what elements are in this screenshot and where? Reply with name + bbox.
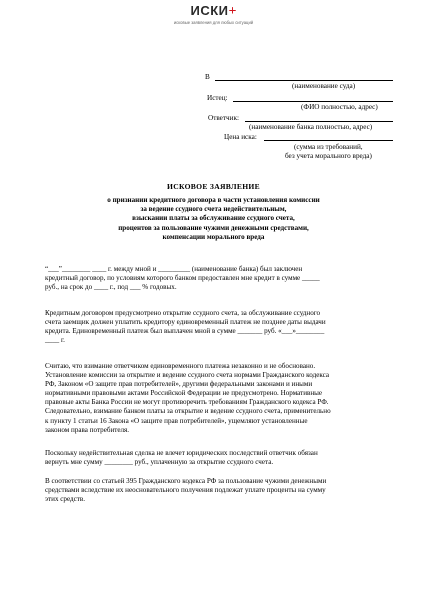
logo bbox=[0, 2, 427, 25]
paragraph-line: РФ, Законом «О защите прав потребителей», другими федеральными законами и иными bbox=[45, 380, 313, 389]
price-hint-2: без учета морального вреда) bbox=[285, 152, 372, 160]
paragraph-line: правовые акты Банка России не могут противоречить требованиям Гражданского кодекса РФ. bbox=[45, 398, 329, 407]
paragraph-line: вернуть мне сумму ________ руб., уплаченную за открытие ссудного счета. bbox=[45, 458, 274, 467]
paragraph-line: ____ г. bbox=[45, 336, 65, 345]
court-label: В bbox=[205, 73, 210, 81]
price-label: Цена иска: bbox=[224, 133, 257, 141]
defendant-hint: (наименование банка полностью, адрес) bbox=[249, 123, 373, 131]
plaintiff-hint: (ФИО полностью, адрес) bbox=[301, 103, 378, 111]
price-hint-1: (сумма из требований, bbox=[294, 143, 363, 151]
logo-word: ИСКИ bbox=[190, 3, 229, 18]
paragraph-line: “___”________ ____ г. между мной и _________ (наименование банка) был заключен bbox=[45, 265, 303, 273]
paragraph-line: к пункту 1 статьи 16 Закона «О защите прав потребителей», ущемляют установленные bbox=[45, 416, 308, 425]
paragraph-line: средствами вследствие их неосновательного получения подлежат уплате проценты на сумму bbox=[45, 486, 326, 495]
court-hint: (наименование суда) bbox=[292, 82, 356, 90]
paragraph-line: Следовательно, взимание банком платы за открытие и ведение ссудного счета, применительно bbox=[45, 407, 331, 416]
subtitle-line: о признании кредитного договора в части установления комиссии bbox=[107, 196, 320, 204]
defendant-label: Ответчик: bbox=[208, 114, 239, 122]
logo-plus-icon: + bbox=[228, 4, 237, 19]
paragraph-line: этих средств. bbox=[45, 495, 85, 504]
paragraph-line: законом права потребителя. bbox=[45, 425, 130, 434]
document-subtitle bbox=[0, 196, 427, 242]
subtitle-line: взыскании платы за обслуживание ссудного счета, bbox=[132, 214, 295, 223]
plaintiff-line bbox=[233, 101, 393, 102]
paragraph-interest bbox=[45, 477, 383, 504]
paragraph-refund bbox=[45, 449, 383, 467]
paragraph-line: нормативными правовыми актами Российской Федерации не предусмотрено. Нормативные bbox=[45, 389, 323, 398]
document-title: ИСКОВОЕ ЗАЯВЛЕНИЕ bbox=[166, 182, 260, 191]
subtitle-line: процентов за пользование чужими денежными средствами, bbox=[118, 223, 309, 232]
defendant-line bbox=[245, 121, 393, 122]
paragraph-line: кредита. Единовременный платеж был выплачен мной в сумме _______ руб. «___»________ bbox=[45, 327, 325, 336]
subtitle-line: компенсации морального вреда bbox=[162, 232, 265, 241]
paragraph-contract bbox=[45, 265, 383, 292]
paragraph-payment bbox=[45, 309, 383, 345]
logo-tagline: исковые заявления для любых ситуаций bbox=[173, 20, 254, 25]
plaintiff-label: Истец: bbox=[207, 94, 228, 102]
paragraph-line: руб., на срок до ____ г., под ___ % годовых. bbox=[45, 283, 177, 292]
price-line bbox=[264, 140, 393, 141]
paragraph-line: Установление комиссии за открытие и ведение ссудного счета нормами Гражданского кодекса bbox=[45, 371, 330, 380]
paragraph-line: счета заемщик должен уплатить кредитору единовременный платеж не позднее даты выдачи bbox=[45, 318, 326, 327]
paragraph-line: Кредитным договором предусмотрено открытие ссудного счета, за обслуживание ссудного bbox=[45, 309, 321, 317]
paragraph-line: кредитный договор, по условиям которого банком предоставлен мне кредит в сумме _____ bbox=[45, 274, 320, 283]
paragraph-illegality bbox=[45, 362, 383, 435]
subtitle-line: за ведение ссудного счета недействительным, bbox=[140, 205, 287, 214]
paragraph-line: Поскольку недействительная сделка не влечет юридических последствий ответчик обязан bbox=[45, 449, 318, 457]
paragraph-line: Считаю, что взимание ответчиком единовременного платежа незаконно и не обосновано. bbox=[45, 362, 316, 370]
paragraph-line: В соответствии со статьей 395 Гражданского кодекса РФ за пользование чужими денежными bbox=[45, 477, 327, 485]
court-line bbox=[215, 80, 393, 81]
